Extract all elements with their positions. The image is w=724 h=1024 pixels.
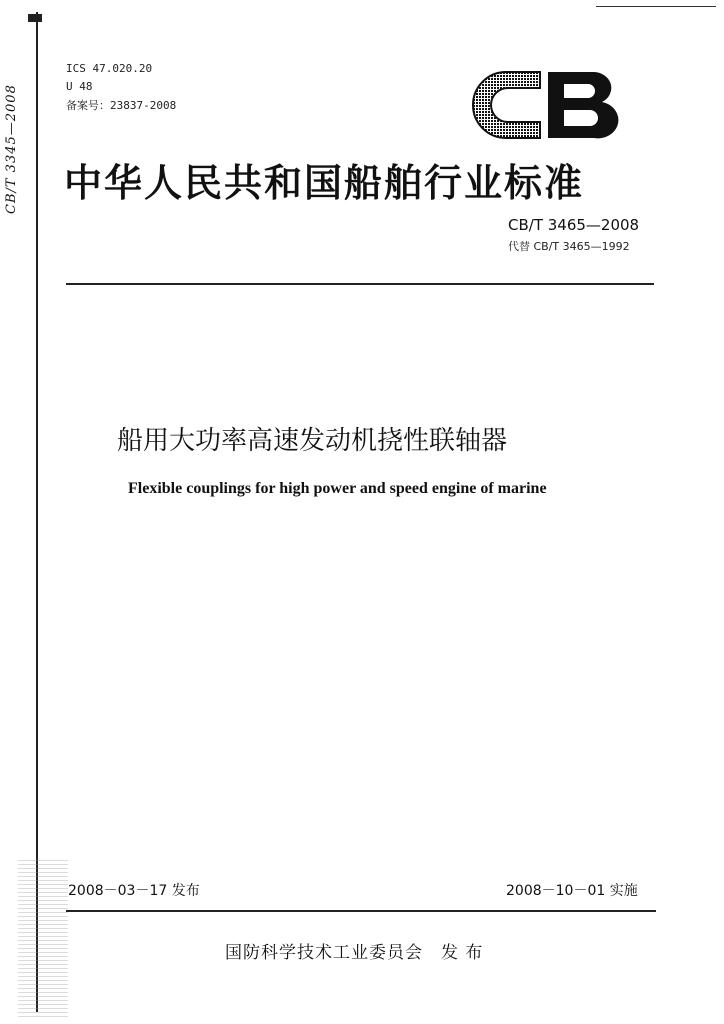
document-title-en: Flexible couplings for high power and speed engine of marine: [128, 480, 547, 497]
replaces-standard: 代替 CB/T 3465—1992: [508, 240, 630, 253]
binding-edge-mark: [28, 14, 42, 22]
industry-standard-title: 中华人民共和国船舶行业标准: [64, 161, 585, 205]
cb-logo: [470, 66, 620, 144]
top-edge-line: [596, 6, 716, 7]
effective-date: 2008－10－01 实施: [506, 883, 638, 899]
footer-divider: [66, 910, 656, 912]
header-divider: [66, 283, 654, 285]
ccs-code: U 48: [66, 80, 93, 93]
standard-number: CB/T 3465—2008: [508, 216, 640, 234]
publisher: 国防科学技术工业委员会 发 布: [225, 943, 484, 963]
issue-date: 2008－03－17 发布: [68, 883, 200, 899]
ics-code: ICS 47.020.20: [66, 62, 153, 75]
document-title-cn: 船用大功率高速发动机挠性联轴器: [117, 426, 508, 456]
record-number: 备案号：23837-2008: [66, 99, 177, 112]
spine-standard-number: CB/T 3345—2008: [4, 84, 19, 214]
binding-edge-texture: [18, 860, 68, 1020]
